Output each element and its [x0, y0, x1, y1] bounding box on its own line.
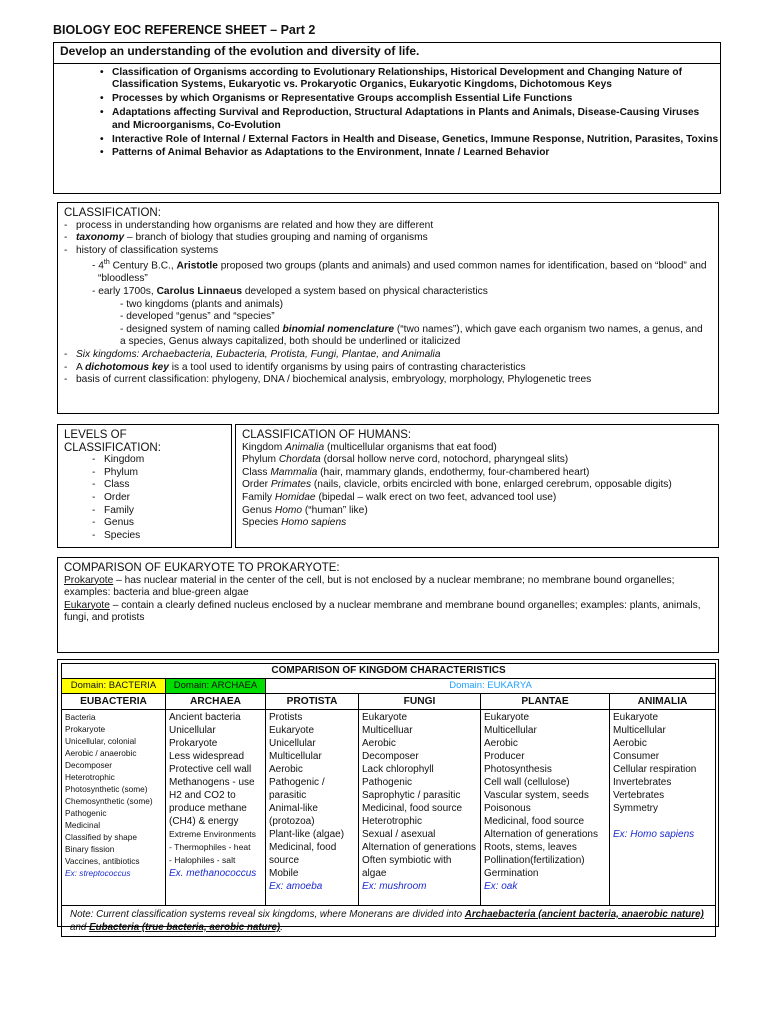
kingdom-trait: Eukaryote — [484, 712, 530, 723]
kingdom-header: ARCHAEA — [166, 694, 266, 710]
prokaryote-definition: Prokaryote – has nuclear material in the center of the cell, but is not enclosed by a nuclear membrane; no membrane bound organelles; — [64, 574, 675, 586]
archaea-column — [166, 710, 266, 906]
kingdom-trait: Animal-like — [269, 803, 318, 814]
kingdom-trait: Plant-like (algae) — [269, 829, 345, 840]
kingdom-trait: Multicellular — [484, 725, 537, 736]
classification-line: a species, Genus always capitalized, both should be underlined or italicized — [120, 336, 461, 348]
kingdom-example: Ex: Homo sapiens — [613, 829, 695, 840]
dichotomous-term: dichotomous key — [85, 361, 169, 373]
kingdom-trait: Photosynthetic (some) — [65, 784, 148, 794]
classification-line: (“two names”), which gave each organism two names, a genus, and — [394, 323, 703, 335]
protista-column — [266, 710, 359, 906]
superscript: th — [103, 259, 110, 267]
kingdom-trait: parasitic — [269, 790, 307, 801]
kingdom-trait: Multicelluar — [362, 725, 413, 736]
kingdom-header: EUBACTERIA — [62, 694, 166, 710]
kingdom-trait: Ancient bacteria — [169, 712, 241, 723]
kingdom-trait: Prokaryote — [65, 724, 106, 734]
humans-section — [235, 424, 719, 548]
kingdom-trait: Aerobic — [269, 764, 303, 775]
human-rank-row: Class Mammalia (hair, mammary glands, endothermy, four-chambered heart) — [242, 466, 590, 478]
kingdom-trait: Germination — [484, 868, 539, 879]
kingdom-header: ANIMALIA — [610, 694, 716, 710]
kingdom-trait: Binary fission — [65, 844, 115, 854]
level-item: - Family — [92, 505, 225, 518]
kingdom-example: Ex: amoeba — [269, 881, 323, 892]
eukaryote-term: Eukaryote — [64, 599, 110, 611]
linnaeus-name: Carolus Linnaeus — [156, 285, 243, 297]
classification-line: developed a system based on physical characteristics — [242, 285, 488, 297]
kingdom-trait: Alternation of generations — [484, 829, 598, 840]
kingdom-trait: Often symbiotic with algae — [362, 855, 452, 879]
kingdom-trait: Mobile — [269, 868, 299, 879]
human-rank-row: Species Homo sapiens — [242, 517, 347, 529]
kingdom-example: Ex: oak — [484, 881, 518, 892]
human-rank-row: Kingdom Animalia (multicellular organisms that eat food) — [242, 441, 497, 453]
kingdom-trait: Medicinal, food source — [362, 803, 463, 814]
human-rank-row: Family Homidae (bipedal – walk erect on two feet, advanced tool use) — [242, 491, 557, 503]
level-item: - Phylum — [92, 467, 225, 480]
six-kingdoms-line: Six kingdoms: Archaebacteria, Eubacteria, Protista, Fungi, Plantae, and Animalia — [76, 348, 441, 360]
kingdom-trait: (protozoa) — [269, 816, 315, 827]
kingdom-table-title: COMPARISON OF KINGDOM CHARACTERISTICS — [62, 664, 716, 679]
objective-bullet: • Interactive Role of Internal / External Factors in Health and Disease, Genetics, Immune Response, Nutrition, Parasites, Toxins — [100, 134, 720, 146]
kingdom-trait: Lack chlorophyll — [362, 764, 434, 775]
page-title: BIOLOGY EOC REFERENCE SHEET – Part 2 — [53, 23, 316, 37]
kingdom-trait: - Thermophiles - heat — [169, 842, 251, 852]
objective-bullet: • Adaptations affecting Survival and Reproduction, Structural Adaptations in Plants and Animals, Disease-Causing Viruses and Microorganisms, Co-Evolution — [100, 107, 720, 132]
kingdom-trait: Sexual / asexual — [362, 829, 436, 840]
classification-line: Century B.C., — [109, 260, 177, 272]
prokaryote-term: Prokaryote — [64, 574, 114, 586]
kingdom-trait: Roots, stems, leaves — [484, 842, 577, 853]
kingdom-trait: Extreme Environments — [169, 829, 256, 839]
kingdom-trait: Less widespread — [169, 751, 245, 762]
kingdom-note: Note: Current classification systems reveal six kingdoms, where Monerans are divided into Archaebacteria (ancient bacteria, anaerobic nature) and Eubacteria (true bacteria, aerobic nature). — [62, 906, 716, 937]
kingdom-section — [57, 659, 719, 933]
classification-line: - early 1700s, — [92, 285, 157, 297]
classification-line: basis of current classification: phylogeny, DNA / biochemical analysis, embryology, morphology, Phylogenetic trees — [76, 374, 592, 386]
classification-line: A — [76, 361, 86, 373]
level-item: - Genus — [92, 517, 225, 530]
kingdom-trait: Chemosynthetic (some) — [65, 796, 153, 806]
eukaryote-examples: fungi, and protists — [64, 612, 145, 624]
kingdom-header: PROTISTA — [266, 694, 359, 710]
levels-section — [57, 424, 232, 548]
kingdom-trait: Multicellular — [269, 751, 322, 762]
kingdom-trait: Medicinal, food — [269, 842, 337, 853]
kingdom-trait: Poisonous — [484, 803, 531, 814]
kingdom-trait: Aerobic — [484, 738, 518, 749]
kingdom-trait: Decomposer — [65, 760, 113, 770]
kingdom-trait: - Halophiles - salt — [169, 855, 236, 865]
domain-eukarya-cell: Domain: EUKARYA — [266, 679, 716, 694]
eubacteria-column — [62, 710, 166, 906]
kingdom-header: PLANTAE — [481, 694, 610, 710]
classification-line: history of classification systems — [76, 244, 219, 256]
kingdom-trait: Vaccines, antibiotics — [65, 856, 140, 866]
kingdom-trait: Unicellular — [269, 738, 316, 749]
kingdom-trait: source — [269, 855, 300, 866]
classification-line: process in understanding how organisms are related and how they are different — [76, 219, 434, 231]
kingdom-trait: produce methane — [169, 803, 247, 814]
kingdom-trait: H2 and CO2 to — [169, 790, 236, 801]
eukaryote-definition: Eukaryote – contain a clearly defined nucleus enclosed by a nuclear membrane and membrane bound organelles; examples: plants, animals, — [64, 599, 701, 611]
level-item: - Kingdom — [92, 454, 225, 467]
human-rank-row: Order Primates (nails, clavicle, orbits encircled with bone, enlarged cerebrum, opposable digits) — [242, 479, 672, 491]
classification-line: – branch of biology that studies grouping and naming of organisms — [124, 232, 428, 244]
kingdom-trait: Protective cell wall — [169, 764, 252, 775]
kingdom-trait: Photosynthesis — [484, 764, 552, 775]
kingdom-trait: Protists — [269, 712, 303, 723]
domain-archaea-cell: Domain: ARCHAEA — [166, 679, 266, 694]
kingdom-example: Ex. methanococcus — [169, 868, 257, 879]
kingdom-trait: Heterotrophic — [362, 816, 423, 827]
kingdom-trait: (CH4) & energy — [169, 816, 239, 827]
plantae-column — [481, 710, 610, 906]
kingdom-trait: Medicinal, food source — [484, 816, 585, 827]
kingdom-example: Ex: mushroom — [362, 881, 427, 892]
aristotle-name: Aristotle — [176, 260, 218, 272]
level-item: - Class — [92, 479, 225, 492]
kingdom-example: Ex: streptococcus — [65, 868, 131, 878]
kingdom-trait: Classified by shape — [65, 832, 137, 842]
kingdom-trait: Pathogenic — [65, 808, 107, 818]
taxonomy-term: taxonomy — [76, 232, 125, 244]
kingdom-trait: Consumer — [613, 751, 660, 762]
kingdom-trait: Bacteria — [65, 712, 96, 722]
kingdom-trait: Symmetry — [613, 803, 658, 814]
comparison-section — [57, 557, 719, 653]
kingdom-header: FUNGI — [359, 694, 481, 710]
kingdom-trait: Eukaryote — [362, 712, 408, 723]
level-item: - Order — [92, 492, 225, 505]
objective-bullet: • Processes by which Organisms or Representative Groups accomplish Essential Life Functions — [100, 93, 720, 105]
kingdom-trait: Aerobic — [362, 738, 396, 749]
classification-line: - 4 — [92, 260, 104, 272]
humans-title: CLASSIFICATION OF HUMANS: — [242, 429, 412, 441]
kingdom-trait: Vascular system, seeds — [484, 790, 589, 801]
kingdom-trait: Aerobic / anaerobic — [65, 748, 137, 758]
kingdom-trait: Multicellular — [613, 725, 666, 736]
kingdom-trait: Unicellular, colonial — [65, 736, 137, 746]
objective-list — [53, 63, 721, 194]
classification-line: proposed two groups (plants and animals) and used common names for identification, based on “blood” and — [217, 260, 707, 272]
level-item: - Species — [92, 530, 225, 543]
classification-title: CLASSIFICATION: — [64, 207, 161, 219]
objective-bullet: • Classification of Organisms according to Evolutionary Relationships, Historical Development and Changing Nature of Classification Systems, Eukaryotic vs. Prokaryotic Organics, Eukaryotic Kingdoms, Dichotomous Keys — [100, 67, 720, 92]
kingdom-trait: Heterotrophic — [65, 772, 115, 782]
kingdom-trait: Alternation of generations — [362, 842, 476, 853]
kingdom-trait: Methanogens - use — [169, 777, 255, 788]
objective-bullet: • Patterns of Animal Behavior as Adaptations to the Environment, Innate / Learned Behavior — [100, 147, 720, 159]
kingdom-trait: Pathogenic / — [269, 777, 325, 788]
kingdom-trait: Saprophytic / parasitic — [362, 790, 461, 801]
kingdom-trait: Prokaryote — [169, 738, 218, 749]
kingdom-trait: Invertebrates — [613, 777, 672, 788]
classification-line: - developed “genus” and “species” — [120, 311, 275, 323]
classification-line: - designed system of naming called — [120, 323, 283, 335]
fungi-column — [359, 710, 481, 906]
levels-title: LEVELS OF CLASSIFICATION: — [64, 429, 161, 454]
classification-section: CLASSIFICATION: - process in understanding how organisms are related and how they are different - taxonomy – branch of biology that studies grouping and naming of organisms - history of classification systems - 4th Century B.C., Aristotle proposed two groups (plants and animals) and used common names for identification, based on “blood” and “bloodless” - early 1700s, Carolus Linnaeus developed a system based on physical characteristics - two kingdoms (plants and animals) - developed “genus” and “species” - designed system of naming called binomial nomenclature (“two names”), which gave each organism two names, a genus, and a species, Genus always capitalized, both should be underlined or italicized - Six kingdoms: Archaebacteria, Eubacteria, Protista, Fungi, Plantae, and Animalia - A dichotomous key is a tool used to identify organisms by using pairs of contrasting characteristics - basis of current classification: phylogeny, DNA / biochemical analysis, embryology, morphology, Phylogenetic trees — [57, 202, 719, 414]
kingdom-table — [61, 663, 716, 937]
kingdom-trait: Decomposer — [362, 751, 419, 762]
kingdom-trait: Producer — [484, 751, 525, 762]
human-rank-row: Genus Homo (“human” like) — [242, 504, 368, 516]
kingdom-trait: Eukaryote — [613, 712, 659, 723]
human-rank-row: Phylum Chordata (dorsal hollow nerve cord, notochord, pharyngeal slits) — [242, 454, 569, 466]
domain-bacteria-cell: Domain: BACTERIA — [62, 679, 166, 694]
classification-line: is a tool used to identify organisms by using pairs of contrasting characteristics — [168, 361, 526, 373]
kingdom-trait: Cell wall (cellulose) — [484, 777, 570, 788]
animalia-column — [610, 710, 716, 906]
prokaryote-examples: examples: bacteria and blue-green algae — [64, 587, 249, 599]
classification-line: “bloodless” — [98, 273, 148, 285]
kingdom-trait: Cellular respiration — [613, 764, 697, 775]
kingdom-trait: Vertebrates — [613, 790, 665, 801]
binomial-term: binomial nomenclature — [282, 323, 395, 335]
classification-line: - two kingdoms (plants and animals) — [120, 298, 284, 310]
kingdom-trait: Pathogenic — [362, 777, 413, 788]
kingdom-trait: Pollination(fertilization) — [484, 855, 585, 866]
kingdom-trait: Aerobic — [613, 738, 647, 749]
comparison-title: COMPARISON OF EUKARYOTE TO PROKARYOTE: — [64, 562, 340, 574]
kingdom-trait: Unicellular — [169, 725, 216, 736]
kingdom-trait: Medicinal — [65, 820, 101, 830]
objective-heading: Develop an understanding of the evolution and diversity of life. — [53, 42, 721, 64]
kingdom-trait: Eukaryote — [269, 725, 315, 736]
